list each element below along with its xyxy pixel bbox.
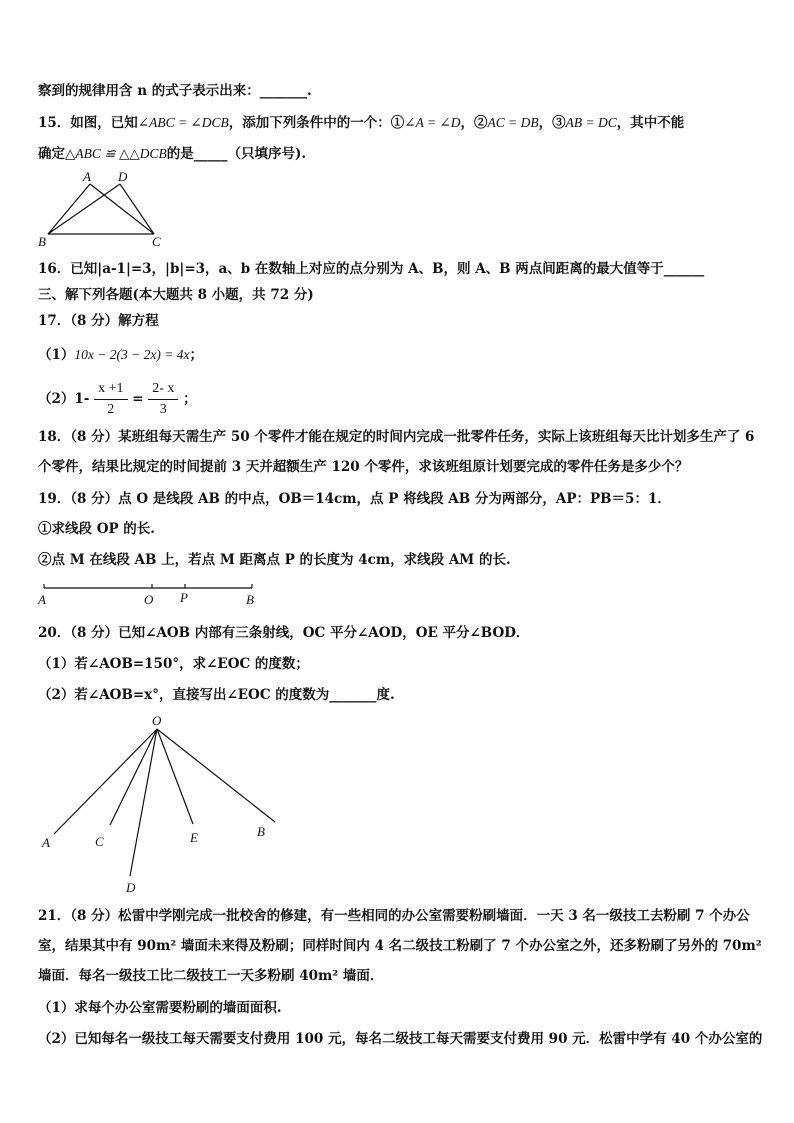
q17-2-fraction-left (94, 379, 127, 420)
q17-2-numerator-left: x +1 (94, 379, 127, 400)
q17-1-prefix: （1） (38, 347, 75, 363)
question-21-line1: 21．（8 分）松雷中学刚完成一批校舍的修建，有一些相同的办公室需要粉刷墙面．一天 3 名一级技工去粉刷 7 个办公 (38, 908, 750, 924)
q15-congruence: △ABC ≌ △△DCB (65, 146, 167, 161)
question-21-part-1: （1）求每个办公室需要粉刷的墙面面积. (38, 1000, 282, 1016)
question-20-part-2: （2）若∠AOB=x°，直接写出∠EOC 的度数为_______度. (38, 687, 395, 703)
fig19-label-p: P (180, 590, 188, 605)
fig20-ray-od (130, 729, 157, 876)
question-17-part-2 (38, 378, 197, 420)
q17-2-prefix: （2）1- (38, 391, 90, 407)
figure-19-segment (34, 580, 270, 610)
q17-1-suffix: ； (189, 347, 203, 363)
fig15-label-c: C (152, 234, 161, 249)
question-17-part-1 (38, 346, 203, 364)
fig15-label-a: A (83, 169, 91, 184)
fig15-label-b: B (38, 234, 46, 249)
fig20-ray-oc (110, 729, 157, 825)
question-19-part-1: ①求线段 OP 的长. (38, 521, 156, 537)
fig20-label-b: B (257, 824, 265, 839)
q15-text: ，③ (538, 115, 566, 131)
q15-option-2: AC = DB (487, 115, 539, 130)
fig15-segment-ac (90, 184, 154, 234)
fig20-label-c: C (95, 834, 104, 849)
question-15-line2 (38, 145, 306, 163)
fig20-ray-oa (54, 729, 157, 834)
q17-2-suffix: ； (183, 391, 197, 407)
q15-given-angles: ∠ABC = ∠DCB (137, 115, 229, 130)
fig19-label-o: O (144, 592, 154, 607)
q15-text: 的是_____（只填序号). (166, 146, 307, 162)
question-21-line3: 墙面．每名一级技工比二级技工一天多粉刷 40m² 墙面． (38, 968, 384, 984)
q15-text: ，其中不能 (616, 115, 685, 131)
question-21-line2: 室，结果其中有 90m² 墙面未来得及粉刷；同样时间内 4 名二级技工粉刷了 7 个办公室之外，还多粉刷了另外的 70m² (38, 938, 762, 954)
fig20-label-o: O (152, 713, 162, 728)
q17-1-equation: 10x − 2(3 − 2x) = 4x (74, 347, 190, 362)
question-21-part-2: （2）已知每名一级技工每天需要支付费用 100 元，每名二级技工每天需要支付费用 90 元．松雷中学有 40 个办公室的 (38, 1031, 763, 1047)
q15-text: 15．如图，已知 (38, 115, 138, 131)
question-19: 19．（8 分）点 O 是线段 AB 的中点，OB＝14cm，点 P 将线段 AB 分为两部分，AP：PB＝5：1． (38, 491, 671, 507)
fig15-label-d: D (118, 169, 128, 184)
figure-15-triangles (30, 168, 180, 250)
question-18-line2: 个零件，结果比规定的时间提前 3 天并超额生产 120 个零件，求该班组原计划要完成的零件任务是多少个？ (38, 459, 689, 475)
fig15-segment-dc (120, 184, 154, 234)
question-17: 17．（8 分）解方程 (38, 313, 159, 329)
fig20-label-d: D (126, 880, 136, 895)
fig19-label-a: A (38, 592, 46, 607)
q15-option-1: ∠A = ∠D (404, 115, 461, 130)
fig20-label-a: A (42, 835, 50, 850)
question-19-part-2: ②点 M 在线段 AB 上，若点 M 距离点 P 的长度为 4cm，求线段 AM 的长. (38, 552, 511, 568)
fig19-label-b: B (246, 592, 254, 607)
question-15-line1 (38, 114, 684, 132)
q17-2-denominator-left: 2 (107, 402, 115, 417)
q17-2-fraction-right (148, 379, 178, 420)
q15-option-3: AB = DC (565, 115, 617, 130)
q15-text: ，② (460, 115, 488, 131)
question-18-line1: 18．（8 分）某班组每天需生产 50 个零件才能在规定的时间内完成一批零件任务，实际上该班组每天比计划多生产了 6 (38, 429, 755, 445)
q17-2-equals: = (132, 391, 144, 407)
q15-text: ，添加下列条件中的一个：① (228, 115, 405, 131)
q17-2-numerator-right: 2- x (148, 379, 178, 400)
question-20-part-1: （1）若∠AOB=150°，求∠EOC 的度数； (38, 656, 309, 672)
fig20-label-e: E (190, 830, 198, 845)
text-line-intro: 察到的规律用含 n 的式子表示出来：_______. (38, 83, 312, 99)
section-3-heading: 三、解下列各题(本大题共 8 小题，共 72 分) (38, 287, 314, 303)
question-20: 20．（8 分）已知∠AOB 内部有三条射线，OC 平分∠AOD，OE 平分∠BOD． (38, 625, 530, 641)
q15-text: 确定 (38, 146, 65, 162)
figure-20-rays (30, 712, 290, 898)
q17-2-denominator-right: 3 (159, 402, 167, 417)
question-16: 16．已知|a-1|=3，|b|=3，a、b 在数轴上对应的点分别为 A、B，则 A、B 两点间距离的最大值等于______ (38, 261, 705, 277)
